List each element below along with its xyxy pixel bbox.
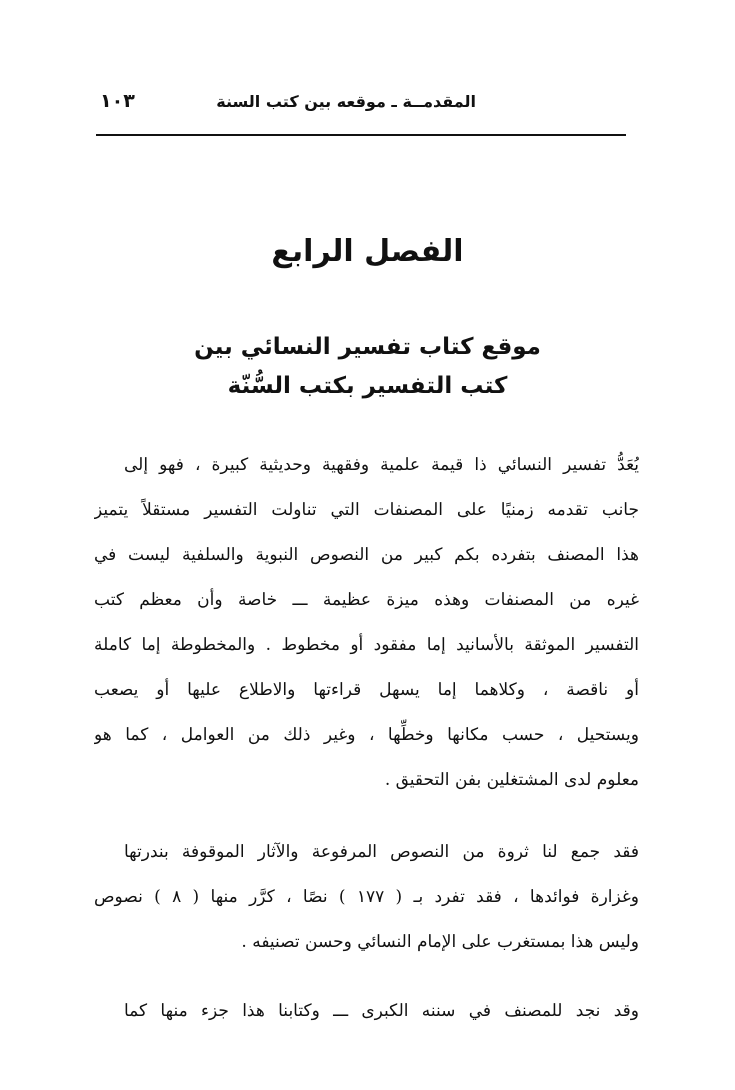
paragraph-1-line-4: غيره من المصنفات وهذه ميزة عظيمة ـــ خاصة وأن معظم كتب: [94, 590, 639, 610]
paragraph-1-line-8: معلوم لدى المشتغلين بفن التحقيق .: [384, 770, 639, 790]
paragraph-3-line-1: وقد نجد للمصنف في سننه الكبرى ـــ وكتابنا هذا جزء منها كما: [124, 1001, 639, 1021]
chapter-subtitle-line-1: موقع كتاب تفسير النسائي بين: [194, 334, 541, 360]
chapter-title: الفصل الرابع: [271, 234, 464, 269]
paragraph-1-line-6: أو ناقصة ، وكلاهما إما يسهل قراءتها والاطلاع عليها أو يصعب: [94, 680, 639, 700]
paragraph-1-line-2: جانب تقدمه زمنيًا على المصنفات التي تناولت التفسير مستقلاً يتميز: [94, 500, 639, 520]
paragraph-2-line-3: وليس هذا بمستغرب على الإمام النسائي وحسن تصنيفه .: [241, 932, 639, 952]
paragraph-2-line-1: فقد جمع لنا ثروة من النصوص المرفوعة والآثار الموقوفة بندرتها: [124, 842, 639, 862]
running-header-title: المقدمــة ـ موقعه بين كتب السنة: [216, 92, 476, 111]
header-divider: [96, 134, 626, 136]
paragraph-1-line-1: يُعَدُّ تفسير النسائي ذا قيمة علمية وفقهية وحديثية كبيرة ، فهو إلى: [124, 455, 639, 475]
page-number: ١٠٣: [100, 90, 135, 112]
paragraph-2-line-2: وغزارة فوائدها ، فقد تفرد بـ ( ١٧٧ ) نصًا ، كرَّر منها ( ٨ ) نصوص: [94, 887, 639, 907]
chapter-subtitle-line-2: كتب التفسير بكتب السُّنّة: [227, 373, 508, 399]
paragraph-1-line-5: التفسير الموثقة بالأسانيد إما مفقود أو مخطوط . والمخطوطة إما كاملة: [94, 635, 639, 655]
paragraph-1-line-3: هذا المصنف بتفرده بكم كبير من النصوص النبوية والسلفية ليست في: [94, 545, 639, 565]
paragraph-1-line-7: ويستحيل ، حسب مكانها وخطِّها ، وغير ذلك من العوامل ، كما هو: [94, 725, 639, 745]
running-header: [96, 92, 626, 128]
